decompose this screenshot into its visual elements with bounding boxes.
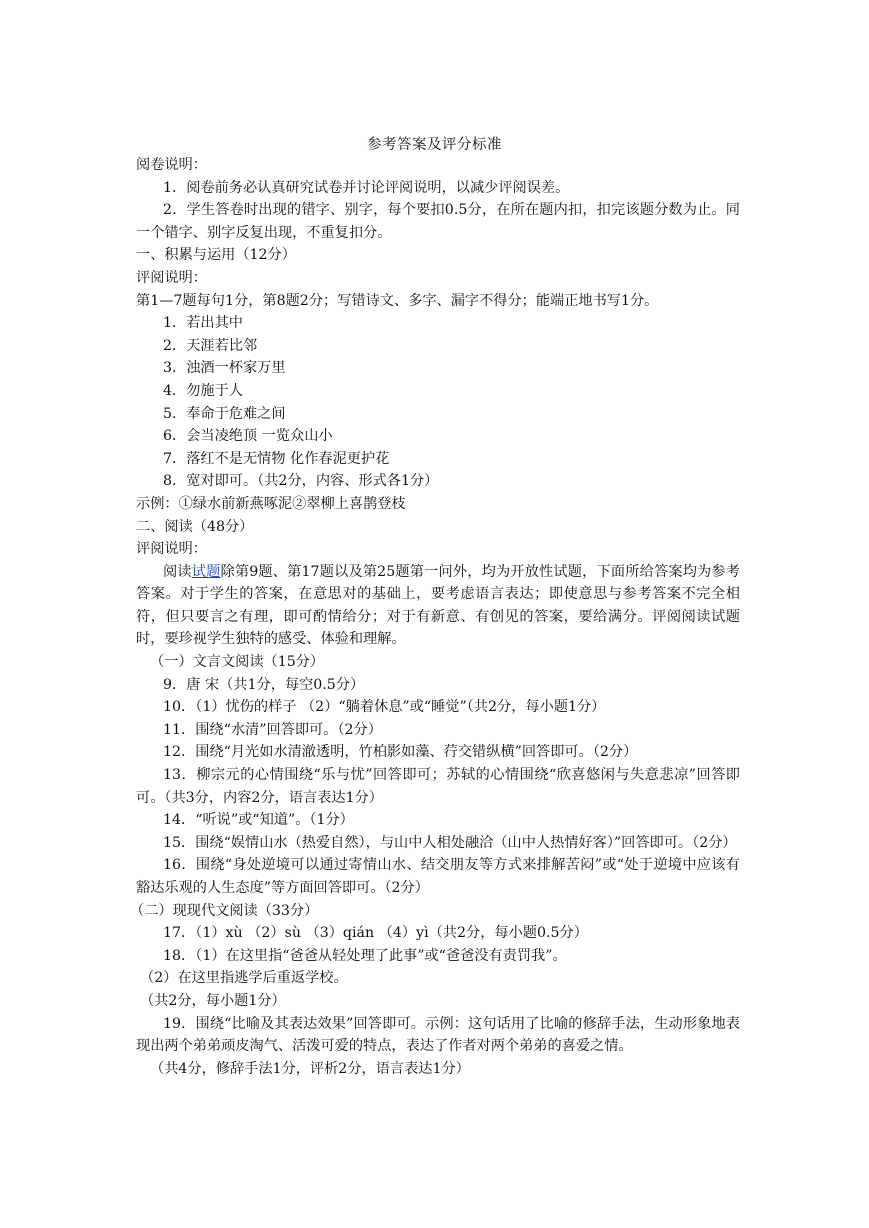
answer-paragraph: 13．柳宗元的心情围绕“乐与忧”回答即可；苏轼的心情围绕“欣喜悠闲与失意悲凉”回答即可。（共3分，内容2分，语言表达1分） (136, 767, 740, 806)
text-line: 1．阅卷前务必认真研究试卷并讨论评阅说明，以减少评阅误差。 (163, 179, 570, 196)
text-line: 第1—7题每句1分，第8题2分；写错诗文、多字、漏字不得分；能端正地书写1分。 (136, 292, 659, 309)
answer-line: 5．奉命于危难之间 (163, 405, 286, 422)
answer-line: （2）在这里指逃学后重返学校。 (140, 970, 348, 987)
answer-paragraph: 19．围绕“比喻及其表达效果”回答即可。示例：这句话用了比喻的修辞手法，生动形象地表现出两个弟弟顽皮淘气、活泼可爱的特点，表达了作者对两个弟弟的喜爱之情。 (136, 1015, 740, 1055)
answer-line: 18．（1）在这里指“爸爸从轻处理了此事”或“爸爸没有责罚我”。 (163, 947, 567, 964)
answer-line: 17．（1）xù （2）sù （3）qián （4）yì（共2分，每小题0.5分） (163, 925, 588, 942)
reading-note-before: 阅读 (163, 563, 192, 580)
answer-line: 10．（1）忧伤的样子 （2）“躺着休息”或“睡觉”（共2分，每小题1分） (163, 699, 606, 716)
answer-line: 12．围绕“月光如水清澈透明，竹柏影如藻、荇交错纵横”回答即可。（2分） (163, 744, 638, 761)
reading-note-paragraph (136, 561, 740, 651)
subsection-heading: （一）文言文阅读（15分） (150, 654, 325, 671)
answer-line: （共4分，修辞手法1分，评析2分，语言表达1分） (150, 1060, 470, 1077)
answer-line: 9．唐 宋（共1分，每空0.5分） (163, 676, 365, 693)
answer-line: 11．围绕“水清”回答即可。（2分） (163, 721, 382, 738)
answer-line: 8．宽对即可。（共2分，内容、形式各1分） (163, 473, 439, 490)
answer-line: 3．浊酒一杯家万里 (163, 360, 286, 377)
section-heading: 一、积累与运用（12分） (136, 247, 296, 264)
answer-line: 2．天涯若比邻 (163, 337, 258, 354)
answer-line: 6．会当凌绝顶 一览众山小 (163, 428, 333, 445)
text-line: 阅卷说明： (136, 157, 207, 173)
reading-note-after: 除第9题、第17题以及第25题第一问外，均为开放性试题，下面所给答案均为参考答案。对于学生的答案，在意思对的基础上，要考虑语言表达；即使意思与参考答案不完全相符，但只要言之有理，即可酌情给分；对于有新意、有创见的答案，要给满分。评阅阅读试题时，要珍视学生独特的感受、体验和理解。 (136, 563, 740, 648)
answer-line: 4．勿施于人 (163, 382, 243, 399)
answer-line: 7．落红不是无情物 化作春泥更护花 (163, 450, 390, 467)
answer-line: 14．“听说”或“知道”。（1分） (163, 812, 354, 829)
text-line: 评阅说明： (136, 269, 207, 286)
answer-paragraph: 15．围绕“娱情山水（热爱自然），与山中人相处融洽（山中人热情好客）”回答即可。（2分） (163, 834, 737, 851)
answer-line: （共2分，每小题1分） (140, 992, 286, 1009)
page-title: 参考答案及评分标准 (367, 137, 502, 153)
document-body (130, 154, 740, 1080)
answer-paragraph: 16．围绕“身处逆境可以通过寄情山水、结交朋友等方式来排解苦闷”或“处于逆境中应该有豁达乐观的人生态度”等方面回答即可。（2分） (136, 857, 740, 896)
subsection-heading: （二）现现代文阅读（33分） (130, 902, 319, 919)
text-line: 示例：①绿水前新燕啄泥②翠柳上喜鹊登枝 (136, 495, 406, 512)
text-paragraph: 2．学生答卷时出现的错字、别字，每个要扣0.5分，在所在题内扣，扣完该题分数为止。同一个错字、别字反复出现，不重复扣分。 (136, 202, 740, 241)
answer-line: 1．若出其中 (163, 315, 243, 332)
text-line: 评阅说明： (136, 541, 207, 558)
reading-note-link[interactable]: 试题 (191, 563, 221, 580)
section-heading: 二、阅读（48分） (136, 518, 254, 535)
